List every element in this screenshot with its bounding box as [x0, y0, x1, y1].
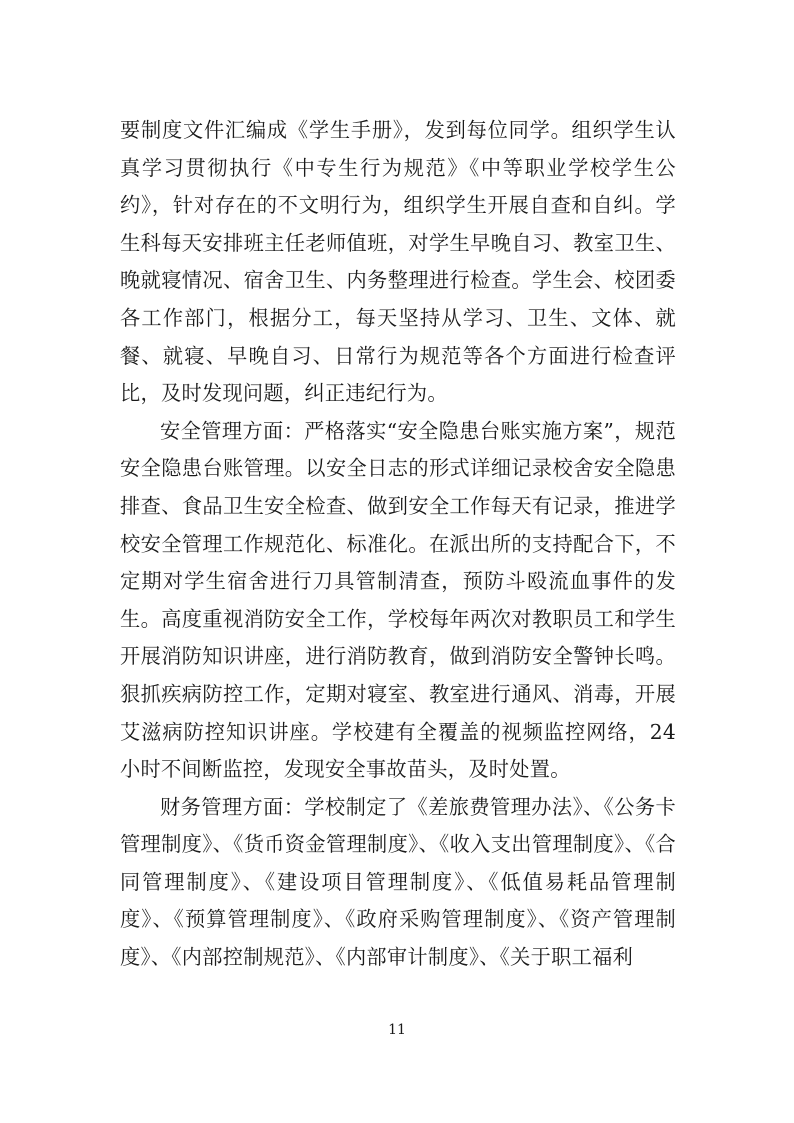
- body-text: [120, 112, 676, 977]
- page-number: 11: [388, 1022, 406, 1038]
- paragraph-safety-management: 安全管理方面：严格落实“安全隐患台账实施方案”，规范安全隐患台账管理。以安全日志的形式详细记录校舍安全隐患排查、食品卫生安全检查、做到安全工作每天有记录，推进学校安全管理工作规范化、标准化。在派出所的支持配合下，不定期对学生宿舍进行刀具管制清查，预防斗殴流血事件的发生。高度重视消防安全工作，学校每年两次对教职员工和学生开展消防知识讲座，进行消防教育，做到消防安全警钟长鸣。狠抓疾病防控工作，定期对寝室、教室进行通风、消毒，开展艾滋病防控知识讲座。学校建有全覆盖的视频监控网络，24小时不间断监控，发现安全事故苗头，及时处置。: [120, 418, 676, 782]
- paragraph-student-management: 要制度文件汇编成《学生手册》，发到每位同学。组织学生认真学习贯彻执行《中专生行为规范》《中等职业学校学生公约》，针对存在的不文明行为，组织学生开展自查和自纠。学生科每天安排班主任老师值班，对学生早晚自习、教室卫生、晚就寝情况、宿舍卫生、内务整理进行检查。学生会、校团委各工作部门，根据分工，每天坚持从学习、卫生、文体、就餐、就寝、早晚自习、日常行为规范等各个方面进行检查评比，及时发现问题，纠正违纪行为。: [120, 118, 676, 406]
- paragraph-finance-management: 财务管理方面：学校制定了《差旅费管理办法》、《公务卡管理制度》、《货币资金管理制度》、《收入支出管理制度》、《合同管理制度》、《建设项目管理制度》、《低值易耗品管理制度》、《预算管理制度》、《政府采购管理制度》、《资产管理制度》、《内部控制规范》、《内部审计制度》、《关于职工福利: [120, 794, 676, 970]
